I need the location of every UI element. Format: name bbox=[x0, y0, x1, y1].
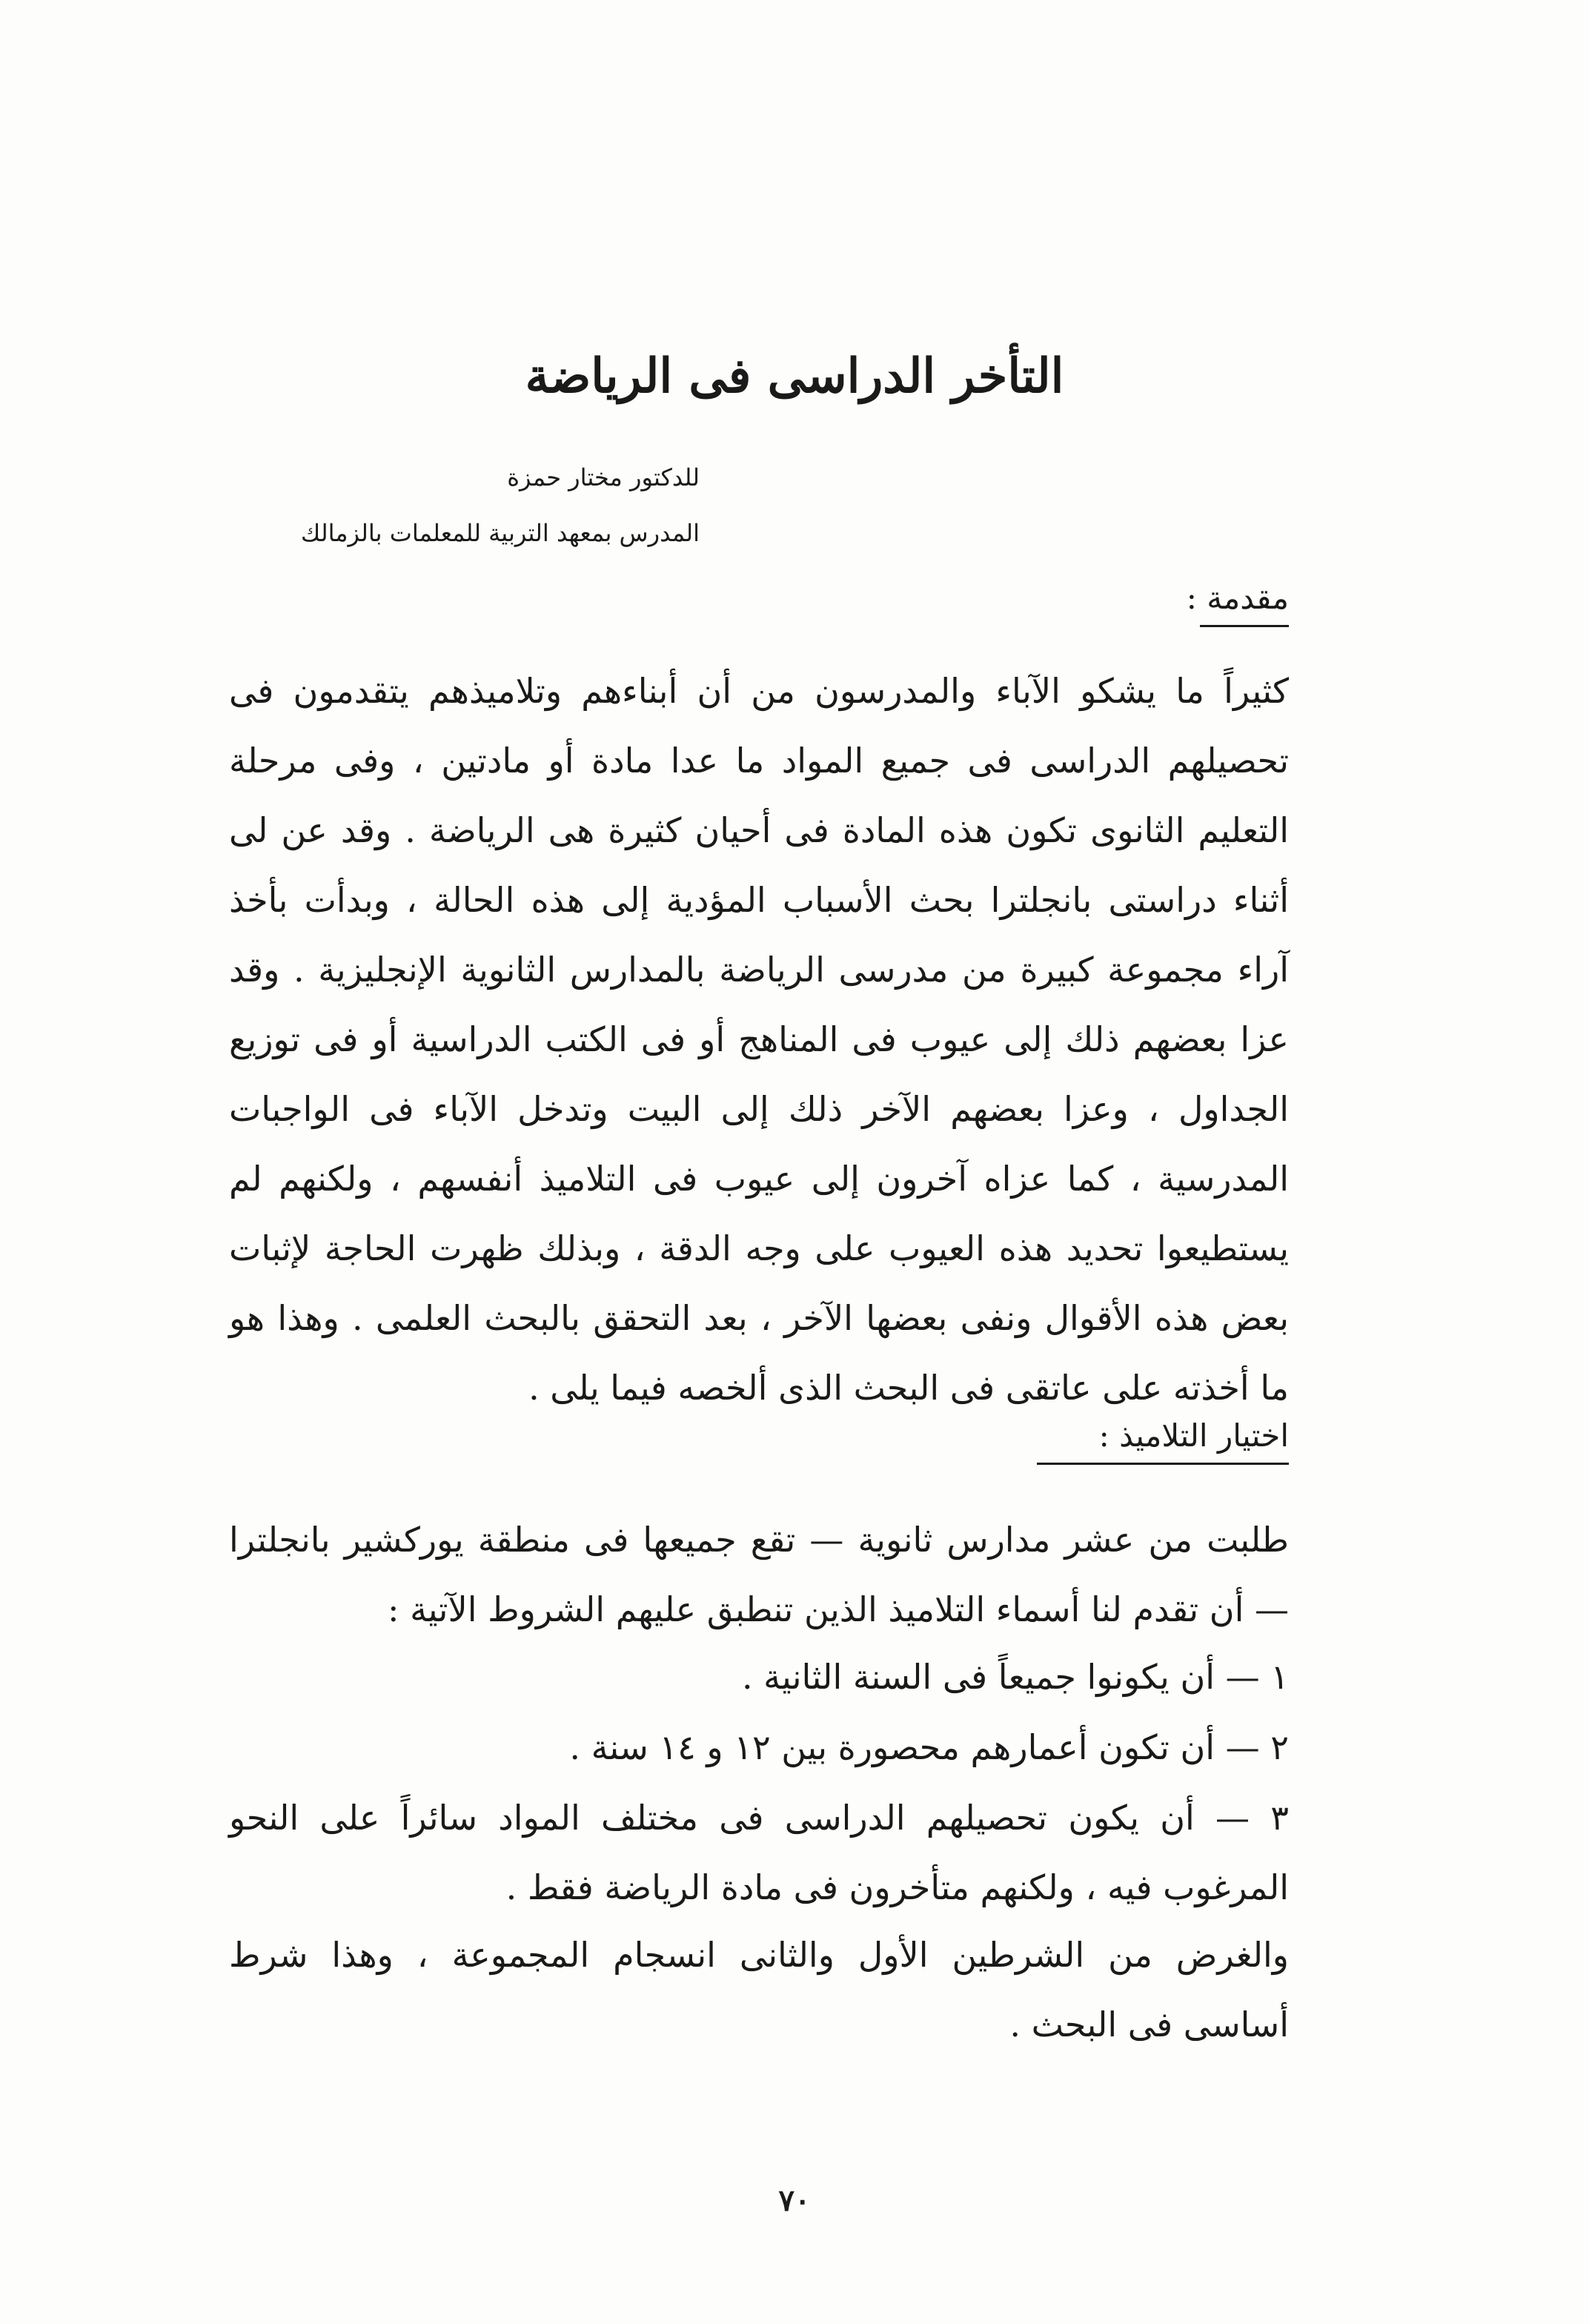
purpose-paragraph: والغرض من الشرطين الأول والثانى انسجام المجموعة ، وهذا شرط أساسى فى البحث . bbox=[229, 1935, 1289, 2045]
condition-item: ٢ — أن تكون أعمارهم محصورة بين ١٢ و ١٤ سنة . bbox=[569, 1727, 1289, 1767]
heading-underline bbox=[1200, 625, 1289, 627]
intro-paragraph: كثيراً ما يشكو الآباء والمدرسون من أن أبناءهم وتلاميذهم يتقدمون فى تحصيلهم الدراسى فى جميع المواد ما عدا مادة أو مادتين ، وفى مرحلة التعليم الثانوى تكون هذه المادة فى أحيان كثيرة هى الرياضة . وقد عن لى أثناء دراستى بانجلترا بحث الأسباب المؤدية إلى هذه الحالة ، وبدأت بأخذ آراء مجموعة كبيرة من مدرسى الرياضة بالمدارس الثانوية الإنجليزية . وقد عزا بعضهم ذلك إلى عيوب فى المناهج أو فى الكتب الدراسية أو فى توزيع الجداول ، وعزا بعضهم الآخر ذلك إلى البيت وتدخل الآباء فى الواجبات المدرسية ، كما عزاه آخرون إلى عيوب فى التلاميذ أنفسهم ، ولكنهم لم يستطيعوا تحديد هذه العيوب على وجه الدقة ، وبذلك ظهرت الحاجة لإثبات بعض هذه الأقوال ونفى بعضها الآخر ، بعد التحقق بالبحث العلمى . وهذا هو ما أخذته على عاتقى فى البحث الذى ألخصه فيما يلى . bbox=[229, 671, 1289, 1408]
condition-item: ٣ — أن يكون تحصيلهم الدراسى فى مختلف المواد سائراً على النحو المرغوب فيه ، ولكنهم متأخرون فى مادة الرياضة فقط . bbox=[229, 1798, 1289, 1907]
page-number: ٧٠ bbox=[778, 2183, 811, 2218]
section-heading-intro bbox=[1187, 578, 1289, 627]
author-role: المدرس بمعهد التربية للمعلمات بالزمالك bbox=[300, 519, 700, 547]
condition-item: ١ — أن يكونوا جميعاً فى السنة الثانية . bbox=[741, 1657, 1289, 1697]
author-name: للدكتور مختار حمزة bbox=[507, 463, 700, 491]
section-heading-students-text: اختيار التلاميذ : bbox=[1098, 1417, 1289, 1454]
section-heading-intro-text: مقدمة : bbox=[1186, 580, 1289, 616]
page-title: التأخر الدراسى فى الرياضة bbox=[525, 348, 1064, 404]
heading-underline bbox=[1037, 1463, 1289, 1465]
section-heading-students bbox=[1037, 1416, 1289, 1465]
students-paragraph: طلبت من عشر مدارس ثانوية — تقع جميعها فى منطقة يوركشير بانجلترا — أن تقدم لنا أسماء التلاميذ الذين تنطبق عليهم الشروط الآتية : bbox=[229, 1520, 1289, 1629]
